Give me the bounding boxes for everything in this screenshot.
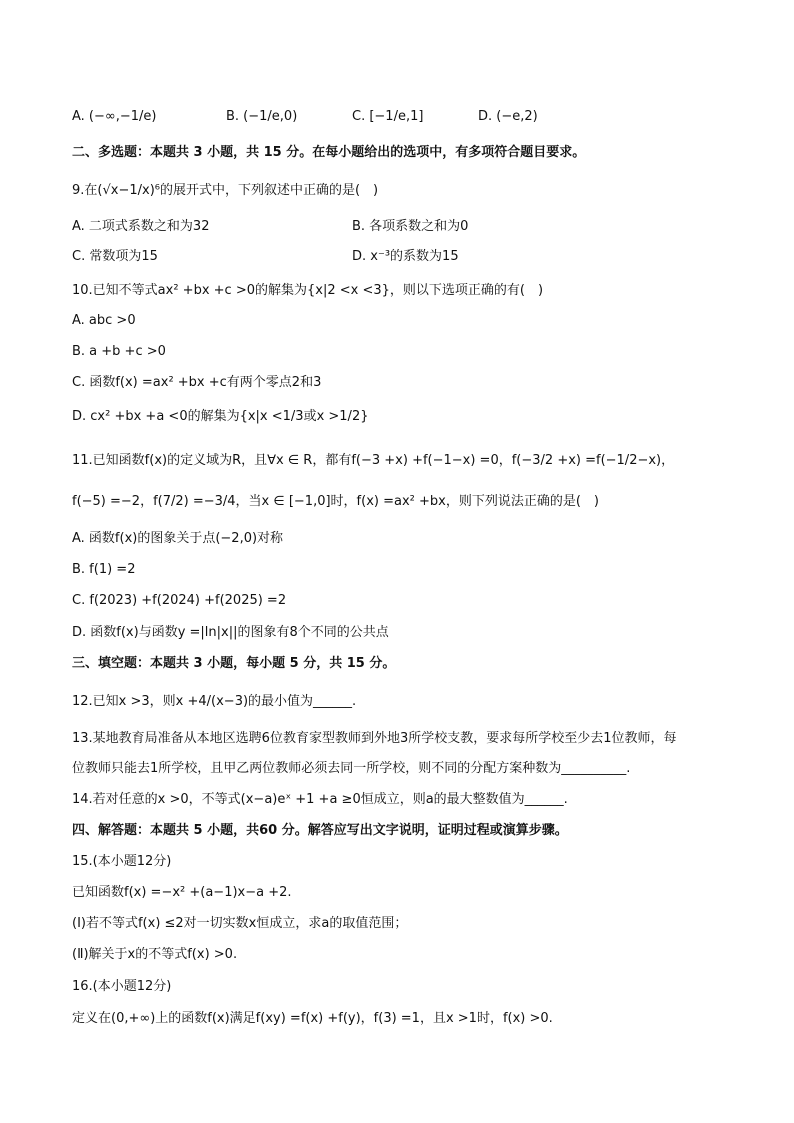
section-fill-in-heading: 三、填空题：本题共 3 小题，每小题 5 分，共 15 分。: [72, 656, 396, 671]
q11-option-d: D. 函数f(x)与函数y =|ln|x||的图象有8个不同的公共点: [72, 625, 389, 640]
q8-option-c: C. [−1/e,1]: [352, 109, 424, 124]
q13-stem-line1: 13.某地教育局准备从本地区选聘6位教育家型教师到外地3所学校支教，要求每所学校至少去1位教师，每: [72, 731, 677, 746]
q15-title: 15.(本小题12分): [72, 854, 172, 869]
q11-option-b: B. f(1) =2: [72, 562, 136, 577]
q10-option-a: A. abc >0: [72, 313, 136, 328]
q9-option-c: C. 常数项为15: [72, 249, 158, 264]
q13-stem-line2: 位教师只能去1所学校，且甲乙两位教师必须去同一所学校，则不同的分配方案种数为__________.: [72, 761, 631, 776]
q9-stem: 9.在(√x−1/x)⁶的展开式中，下列叙述中正确的是( ): [72, 183, 379, 198]
q16-title: 16.(本小题12分): [72, 979, 172, 994]
q9-option-a: A. 二项式系数之和为32: [72, 219, 210, 234]
q16-given: 定义在(0,+∞)上的函数f(x)满足f(xy) =f(x) +f(y)，f(3) =1，且x >1时，f(x) >0.: [72, 1011, 553, 1026]
q9-option-b: B. 各项系数之和为0: [352, 219, 469, 234]
q11-stem-line2: f(−5) =−2，f(7/2) =−3/4，当x ∈ [−1,0]时，f(x) =ax² +bx，则下列说法正确的是( ): [72, 494, 599, 509]
section-answer-heading: 四、解答题：本题共 5 小题，共60 分。解答应写出文字说明，证明过程或演算步骤。: [72, 823, 568, 838]
q10-stem: 10.已知不等式ax² +bx +c >0的解集为{x|2 <x <3}，则以下选项正确的有( ): [72, 283, 544, 298]
q14-stem: 14.若对任意的x >0，不等式(x−a)eˣ +1 +a ≥0恒成立，则a的最大整数值为______.: [72, 792, 568, 807]
section-multiple-choice-heading: 二、多选题：本题共 3 小题，共 15 分。在每小题给出的选项中，有多项符合题目要求。: [72, 145, 586, 160]
q10-option-d: D. cx² +bx +a <0的解集为{x|x <1/3或x >1/2}: [72, 409, 369, 424]
q11-option-c: C. f(2023) +f(2024) +f(2025) =2: [72, 593, 287, 608]
q15-part2: (Ⅱ)解关于x的不等式f(x) >0.: [72, 947, 238, 962]
q9-option-d: D. x⁻³的系数为15: [352, 249, 459, 264]
q12-stem: 12.已知x >3，则x +4/(x−3)的最小值为______.: [72, 694, 357, 709]
q11-stem-line1: 11.已知函数f(x)的定义域为R，且∀x ∈ R，都有f(−3 +x) +f(−1−x) =0，f(−3/2 +x) =f(−1/2−x)，: [72, 453, 675, 468]
q11-option-a: A. 函数f(x)的图象关于点(−2,0)对称: [72, 531, 284, 546]
q8-option-b: B. (−1/e,0): [226, 109, 298, 124]
q10-option-c: C. 函数f(x) =ax² +bx +c有两个零点2和3: [72, 375, 322, 390]
q10-option-b: B. a +b +c >0: [72, 344, 166, 359]
q15-part1: (Ⅰ)若不等式f(x) ≤2对一切实数x恒成立，求a的取值范围；: [72, 916, 408, 931]
q15-given: 已知函数f(x) =−x² +(a−1)x−a +2.: [72, 885, 292, 900]
q8-option-d: D. (−e,2): [478, 109, 538, 124]
q8-option-a: A. (−∞,−1/e): [72, 109, 157, 124]
